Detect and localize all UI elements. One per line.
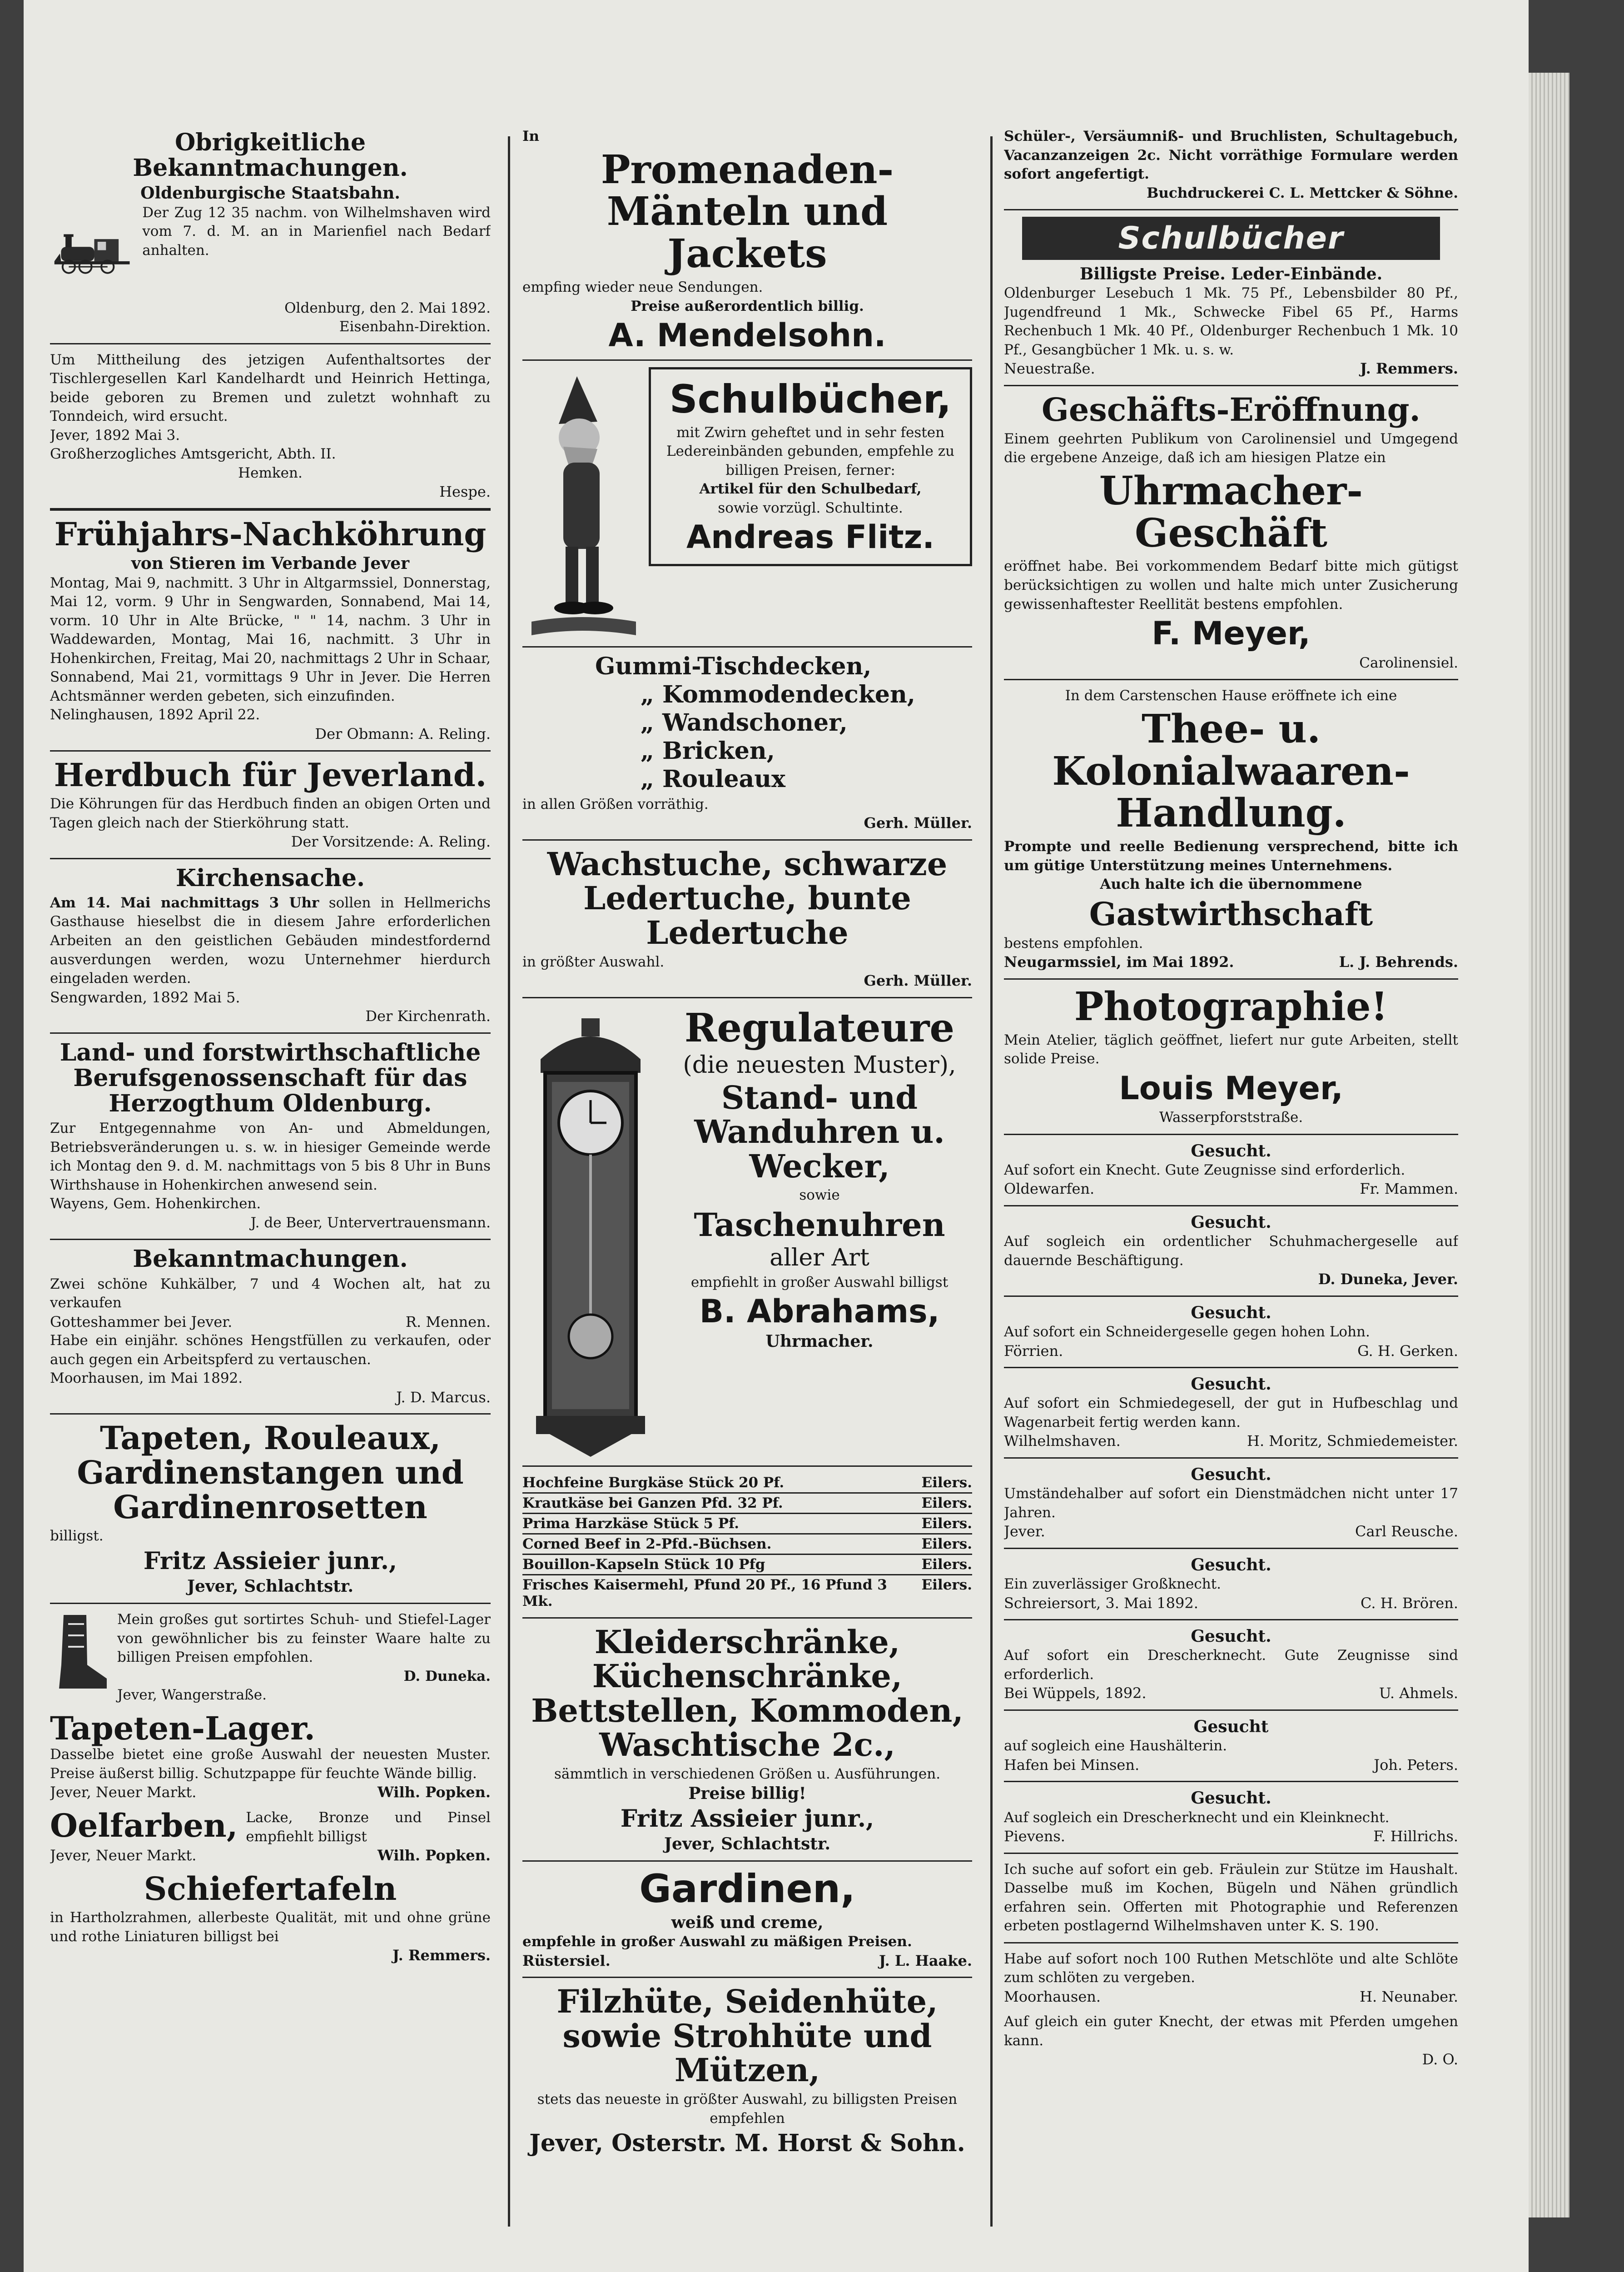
regulateure-sowie: sowie [799,1187,840,1204]
cheese-item: Hochfeine Burgkäse Stück 20 Pf. [522,1474,785,1491]
column-3 [1004,127,1458,2272]
oelfarben-title: Oelfarben, [50,1806,238,1844]
divider [50,1032,491,1034]
schulbuecher-text-2: sowie vorzügl. Schultinte. [718,499,903,516]
geschaeft-ad [1004,393,1458,673]
regulateure-role: Uhrmacher. [765,1331,874,1351]
kirchen-text-bold: Am 14. Mai nachmittags 3 Uhr [50,894,319,911]
oelfarben-footer [50,1846,491,1865]
notice-text: Um Mittheilung des jetzigen Aufenthaltsortes der Tischlergesellen Karl Kandelhardt und Heinrich Hettinga, beide geboren zu Bremen und zuletzt wohnhaft zu Tonndeich, wird ersucht. [50,351,491,425]
cheese-last-item: Frisches Kaisermehl, Pfund 20 Pf., 16 Pfund 3 Mk. [522,1576,887,1609]
railway-date: Oldenburg, den 2. Mai 1892. [284,299,491,316]
gesucht-footer [1004,1594,1458,1613]
divider [1004,1781,1458,1782]
gesucht-place: Schreiersort, 3. Mai 1892. [1004,1594,1198,1612]
gardinen-place: Rüstersiel. [522,1952,611,1969]
divider [522,1860,972,1862]
gesucht-text: Auf sofort ein Schneidergeselle gegen hohen Lohn. [1004,1324,1370,1340]
gesucht-text: Auf sogleich ein ordentlicher Schuhmachergeselle auf dauernde Beschäftigung. [1004,1233,1458,1269]
tapeten-title: Tapeten, Rouleaux, Gardinenstangen und Gardinenrosetten [77,1419,464,1526]
notice-sig-text: Hespe. [439,483,491,501]
wachstuche-footer [522,972,972,991]
schulbuecher2-place: Neuestraße. [1004,360,1095,378]
gesucht-place: Jever. [1004,1523,1045,1540]
tapetenlager-ad [50,1711,491,1802]
gesucht-signature: F. Hillrichs. [1373,1828,1458,1845]
gesucht-footer [1004,1827,1458,1846]
kirchen-text: sollen in Hellmerichs Gasthause hieselbst die in diesem Jahre erforderlichen Arbeiten an den geistlichen Gebäuden mindestfordernd ausverdungen werden, wozu Unternehmer hierdurch eingeladen werden. [50,894,491,987]
schueler-signature: Buchdruckerei C. L. Mettcker & Söhne. [1147,184,1458,201]
gesucht-ad [1004,1627,1458,1703]
divider [522,1617,972,1619]
geschaeft-signature: F. Meyer, [1152,615,1311,653]
filzhuete-title: Filzhüte, Seidenhüte, sowie Strohhüte und Mützen, [556,1983,938,2089]
cheese-row [522,1494,972,1514]
thee-title: Thee- u. Kolonialwaaren-Handlung. [1052,706,1410,837]
kleider-address: Jever, Schlachtstr. [664,1834,831,1853]
kleider-text: sämmtlich in verschiedenen Größen u. Ausführungen. [554,1766,941,1782]
gesucht-text: Ein zuverlässiger Großknecht. [1004,1576,1222,1593]
herdbuch-sig-text: Der Vorsitzende: A. Reling. [291,833,491,851]
bekannt-text-2: Habe ein einjähr. schönes Hengstfüllen zu verkaufen, oder auch gegen ein Arbeitspferd zu vertauschen. [50,1332,491,1368]
schiefer-text: in Hartholzrahmen, allerbeste Qualität, mit und ohne grüne und rothe Liniaturen billigst bei [50,1909,491,1945]
gesucht-title: Gesucht. [1191,1375,1271,1394]
gummi-text: in allen Größen vorräthig. [522,796,709,812]
gesucht-title: Gesucht [1193,1717,1269,1736]
thee-date: Neugarmssiel, im Mai 1892. [1004,953,1234,971]
herdbuch-text: Die Köhrungen für das Herdbuch finden an obigen Orten und Tagen gleich nach der Stierköhrung statt. [50,796,491,831]
schuh-ad [50,1610,491,1705]
knecht-footer [1004,2050,1458,2069]
tapeten-ad [50,1421,491,1596]
divider [50,750,491,752]
oelfarben-ad [50,1806,491,1865]
berufs-text: Zur Entgegennahme von An- und Abmeldungen, Betriebsveränderungen u. s. w. in hiesiger Gemeinde werde ich Montag den 9. d. M. nachmittags von 5 bis 8 Uhr in Buns Wirthshause in Hohenkirchen anwesend sein. [50,1120,491,1193]
divider [1004,1367,1458,1368]
column-rule-2 [990,136,993,2227]
schuh-signature: D. Duneka. [403,1668,491,1684]
wall-clock-illustration [522,1005,659,1459]
divider [1004,385,1458,386]
knecht-text: Auf gleich ein guter Knecht, der etwas mit Pferden umgehen kann. [1004,2013,1458,2049]
cheese-item: Bouillon-Kapseln Stück 10 Pfg [522,1556,765,1573]
notice-date: Jever, 1892 Mai 3. [50,427,180,443]
gesucht-place: Wilhelmshaven. [1004,1432,1121,1450]
thee-ad [1004,687,1458,972]
schuh-address: Jever, Wangerstraße. [117,1687,267,1704]
gesucht-title: Gesucht. [1191,1213,1271,1232]
bekannt-ad [50,1246,491,1407]
gesucht-signature: C. H. Brören. [1360,1594,1458,1612]
gummi-signature: Gerh. Müller. [864,814,972,832]
torf-text: Habe auf sofort noch 100 Ruthen Metschlöte und alte Schlöte zum schlöten zu vergeben. [1004,1950,1458,1986]
schulbuecher-text-bold: Artikel für den Schulbedarf, [699,481,922,498]
kleider-signature: Fritz Assieier junr., [620,1804,874,1833]
tapetenlager-title: Tapeten-Lager. [50,1709,315,1747]
tapetenlager-signature: Wilh. Popken. [377,1784,491,1801]
thee-pre: In dem Carstenschen Hause eröffnete ich eine [1065,688,1397,704]
schiefer-signature: J. Remmers. [392,1947,491,1964]
gardinen-text: empfehle in großer Auswahl zu mäßigen Preisen. [522,1933,912,1950]
gesucht-text: Auf sogleich ein Drescherknecht und ein Kleinknecht. [1004,1809,1390,1826]
gesucht-signature: Joh. Peters. [1374,1756,1458,1774]
regulateure-title-3: Taschenuhren [694,1206,945,1244]
gesucht-ad [1004,1717,1458,1774]
gesucht-footer [1004,1342,1458,1361]
divider [1004,1205,1458,1206]
gesucht-text: auf sogleich eine Haushälterin. [1004,1738,1227,1754]
notice-name: Hemken. [238,464,303,481]
gesucht-signature: U. Ahmels. [1379,1684,1458,1702]
geschaeft-title: Geschäfts-Eröffnung. [1042,391,1420,429]
thee-footer [1004,953,1458,972]
cheese-seller: Eilers. [921,1535,972,1552]
berufs-title: Land- und forstwirthschaftliche Berufsgenossenschaft für das Herzogthum Oldenburg. [60,1038,481,1118]
schulbuecher-title: Schulbücher, [669,376,952,422]
gesucht-text: Auf sofort ein Schmiedegesell, der gut in Hufbeschlag und Wagenarbeit fertig werden kann. [1004,1395,1458,1430]
gesucht-text: Auf sofort ein Knecht. Gute Zeugnisse sind erforderlich. [1004,1161,1405,1178]
cheese-row [522,1555,972,1575]
photo-title: Photographie! [1074,983,1388,1030]
geschaeft-text: Einem geehrten Publikum von Carolinensiel und Umgegend die ergebene Anzeige, daß ich am hiesigen Platze ein [1004,430,1458,466]
tapetenlager-text: Dasselbe bietet eine große Auswahl der neuesten Muster. Preise äußerst billig. Schutzpappe für feuchte Wände billig. [50,1746,491,1782]
schulbuecher2-footer [1004,359,1458,379]
cheese-seller: Eilers. [921,1474,972,1491]
gesucht-ad [1004,1303,1458,1360]
kirchen-title: Kirchensache. [175,864,365,892]
thee-text-3: bestens empfohlen. [1004,935,1143,952]
gummi-item-1: „ Kommodendecken, [641,680,915,708]
fruehjahr-date: Nelinghausen, 1892 April 22. [50,707,260,723]
photo-ad [1004,983,1458,1127]
cheese-row-last [522,1575,972,1611]
regulateure-signature: B. Abrahams, [699,1293,940,1330]
cheese-last-seller: Eilers. [921,1576,972,1593]
gesucht-title: Gesucht. [1191,1303,1271,1322]
official-notices [50,130,491,502]
fruehjahr-signature [50,725,491,744]
tapeten-text: billigst. [50,1528,104,1545]
fraeulein-ad [1004,1860,1458,1936]
gesucht-ad [1004,1375,1458,1451]
kirchen-date: Sengwarden, 1892 Mai 5. [50,988,240,1006]
gardinen-ad [522,1868,972,1970]
fruehjahr-title: Frühjahrs-Nachköhrung [54,515,487,553]
thee-title-2: Gastwirthschaft [1089,895,1373,933]
gardinen-signature: J. L. Haake. [879,1952,972,1969]
divider [50,858,491,859]
kleider-price: Preise billig! [688,1784,806,1803]
page-edges [1529,73,1569,2217]
gummi-item-4: „ Rouleaux [641,765,786,793]
schuh-text: Mein großes gut sortirtes Schuh- und Stiefel-Lager von gewöhnlicher bis zu feinster Waare halte zu billigen Preisen empfohlen. [117,1611,491,1666]
bekannt-title: Bekanntmachungen. [133,1245,408,1273]
gesucht-signature: D. Duneka, Jever. [1318,1271,1458,1288]
cheese-row [522,1473,972,1494]
divider [50,508,491,511]
berufs-signature: J. de Beer, Untervertrauensmann. [250,1214,491,1231]
thee-text-2: Auch halte ich die übernommene [1100,876,1362,893]
divider [522,1465,972,1467]
filzhuete-ad [522,1984,972,2156]
thee-text: Prompte und reelle Bedienung versprechend, bitte ich um gütige Unterstützung meines Unternehmens. [1004,838,1458,874]
kirchen-sig-text: Der Kirchenrath. [365,1007,491,1025]
gesucht-signature: G. H. Gerken. [1357,1342,1458,1360]
gardinen-sub: weiß und creme, [671,1913,824,1932]
gesucht-footer [1004,1522,1458,1541]
gesucht-title: Gesucht. [1191,1465,1271,1484]
schulbuecher-ad [522,367,972,640]
schulbuecher-box [649,367,972,566]
column-1 [50,127,491,2272]
schulbuecher2-text: Oldenburger Lesebuch 1 Mk. 75 Pf., Lebensbilder 80 Pf., Jugendfreund 1 Mk., Schwecke Fibel 65 Pf., Harms Rechenbuch 1 Mk. 40 Pf., Oldenburger Rechenbuch 1 Mk. 10 Pf., Gesangbücher 1 Mk. u. s. w. [1004,285,1458,358]
herdbuch-ad [50,758,491,852]
regulateure-ad [522,1005,972,1459]
divider [1004,679,1458,680]
gesucht-ad [1004,1141,1458,1199]
wachstuche-signature: Gerh. Müller. [864,972,972,990]
oelfarben-text: Lacke, Bronze und Pinsel empfiehlt billigst [246,1809,491,1845]
gesucht-text: Auf sofort ein Drescherknecht. Gute Zeugnisse sind erforderlich. [1004,1647,1458,1683]
torf-place: Moorhausen. [1004,1988,1101,2005]
divider [1004,1942,1458,1943]
notice-signature [50,483,491,502]
schiefer-title: Schiefertafeln [144,1869,397,1908]
kirchen-body [50,894,491,988]
schueler-text: Schüler-, Versäumniß- und Bruchlisten, Schultagebuch, Vacanzanzeigen 2c. Nicht vorräthige Formulare werden sofort angefertigt. [1004,128,1458,183]
kirchen-footer [50,988,491,1007]
locomotive-illustration [50,204,134,299]
gesucht-ad [1004,1213,1458,1289]
cheese-row [522,1535,972,1555]
gesucht-footer [1004,1684,1458,1703]
gesucht-signature: Fr. Mammen. [1360,1180,1458,1198]
herdbuch-signature [50,832,491,852]
knecht-ad [1004,2013,1458,2069]
cheese-seller: Eilers. [921,1515,972,1532]
cheese-seller: Eilers. [921,1556,972,1573]
gesucht-ad [1004,1555,1458,1613]
schulbuecher2-signature: J. Remmers. [1360,360,1458,378]
divider [1004,1619,1458,1620]
gnome-illustration [522,367,641,640]
gesucht-place: Bei Wüppels, 1892. [1004,1684,1147,1702]
gesucht-place: Förrien. [1004,1342,1063,1360]
gesucht-footer [1004,1270,1458,1289]
tapetenlager-address: Jever, Neuer Markt. [50,1784,197,1801]
gesucht-footer [1004,1432,1458,1451]
schulbuecher-text: mit Zwirn geheftet und in sehr festen Ledereinbänden gebunden, empfehle zu billigen Preisen, ferner: [666,424,955,478]
regulateure-aller: aller Art [770,1244,869,1271]
regulateure-title: Regulateure [684,1005,955,1051]
cheese-seller: Eilers. [921,1495,972,1511]
gardinen-title: Gardinen, [639,1866,855,1912]
cheese-ad [522,1473,972,1611]
gesucht-place: Pievens. [1004,1828,1065,1845]
promenade-signature: A. Mendelsohn. [608,317,886,354]
gesucht-ad [1004,1465,1458,1541]
cheese-item: Corned Beef in 2-Pfd.-Büchsen. [522,1535,772,1552]
bekannt-date-2: Moorhausen, im Mai 1892. [50,1370,243,1387]
regulateure-text: empfiehlt in großer Auswahl billigst [690,1274,949,1290]
berufs-place: Wayens, Gem. Hohenkirchen. [50,1196,261,1212]
berufs-ad [50,1040,491,1233]
gummi-footer [522,814,972,833]
bekannt-footer-2 [50,1388,491,1407]
gesucht-place: Oldewarfen. [1004,1180,1095,1198]
schiefer-ad [50,1869,491,1965]
kirchen-signature [50,1007,491,1026]
cheese-item: Krautkäse bei Ganzen Pfd. 32 Pf. [522,1495,783,1511]
schueler-ad [1004,127,1458,203]
gummi-item-0: Gummi-Tischdecken, [595,652,872,680]
divider [50,1603,491,1604]
gesucht-title: Gesucht. [1191,1789,1271,1808]
tapeten-address: Jever, Schlachtstr. [187,1576,354,1596]
gesucht-title: Gesucht. [1191,1141,1271,1161]
herdbuch-title: Herdbuch für Jeverland. [54,756,487,794]
wachstuche-text: in größter Auswahl. [522,953,665,970]
promenade-price: Preise außerordentlich billig. [631,298,864,314]
wachstuche-ad [522,847,972,991]
kleider-title: Kleiderschränke, Küchenschränke, Bettstellen, Kommoden, Waschtische 2c., [531,1623,963,1764]
schulbuecher2-title: Billigste Preise. Leder-Einbände. [1079,264,1383,284]
divider [1004,209,1458,210]
divider [522,839,972,841]
railway-title: Oldenburgische Staatsbahn. [140,184,400,203]
filzhuete-text: stets das neueste in größter Auswahl, zu billigsten Preisen empfehlen [537,2091,958,2127]
promenade-ad [522,127,972,353]
oelfarben-signature: Wilh. Popken. [377,1847,491,1864]
schiefer-footer [50,1946,491,1965]
schulbuecher2-ad [1004,217,1458,379]
divider [522,997,972,998]
gummi-item-3: „ Bricken, [641,737,775,765]
official-notices-title: Obrigkeitliche Bekanntmachungen. [133,129,408,182]
schulbuecher-signature: Andreas Flitz. [686,518,934,556]
geschaeft-text-2: eröffnet habe. Bei vorkommendem Bedarf bitte mich gütigst berücksichtigen zu wollen und halte mich unter Zusicherung gewissenhaftester Reellität bestens empfohlen. [1004,558,1458,613]
wachstuche-title: Wachstuche, schwarze Ledertuche, bunte Ledertuche [547,845,948,952]
photo-address: Wasserpforststraße. [1159,1109,1303,1126]
geschaeft-place: Carolinensiel. [1359,654,1458,671]
photo-signature: Louis Meyer, [1119,1069,1343,1107]
gesucht-place: Hafen bei Minsen. [1004,1756,1140,1774]
gardinen-footer [522,1952,972,1971]
bekannt-sig-1: R. Mennen. [405,1313,491,1330]
divider [1004,1853,1458,1854]
gesucht-title: Gesucht. [1191,1555,1271,1574]
gummi-item-2: „ Wandschoner, [641,709,848,737]
divider [1004,1295,1458,1297]
oelfarben-head [50,1806,491,1846]
fraeulein-text: Ich suche auf sofort ein geb. Fräulein zur Stütze im Haushalt. Dasselbe muß im Kochen, Bügeln und Nähen gründlich erfahren sein. Offerten mit Photographie und Referenzen erbeten postlagernd Wilhelmshaven unter K. S. 190. [1004,1861,1458,1934]
oelfarben-address: Jever, Neuer Markt. [50,1847,197,1864]
gesucht-text: Umständehalber auf sofort ein Dienstmädchen nicht unter 17 Jahren. [1004,1485,1458,1521]
regulateure-title-2: Stand- und Wanduhren u. Wecker, [694,1078,945,1185]
notice-court: Großherzogliches Amtsgericht, Abth. II. [50,446,336,463]
bekannt-footer-1 [50,1313,491,1332]
gesucht-title: Gesucht. [1191,1627,1271,1646]
kirchen-ad [50,866,491,1026]
divider [1004,1134,1458,1135]
regulateure-content [667,1005,972,1351]
schuh-content [117,1610,491,1705]
geschaeft-title-2: Uhrmacher-Geschäft [1099,468,1363,556]
gesucht-footer [1004,1756,1458,1775]
boot-illustration [50,1610,109,1692]
tapetenlager-head [50,1711,491,1746]
bekannt-place-1: Gotteshammer bei Jever. [50,1313,233,1330]
divider [522,359,972,361]
tapetenlager-footer [50,1783,491,1802]
thee-signature: L. J. Behrends. [1339,953,1458,971]
torf-footer [1004,1988,1458,2007]
photo-text: Mein Atelier, täglich geöffnet, liefert nur gute Arbeiten, stellt solide Preise. [1004,1031,1458,1067]
divider [522,1977,972,1978]
railway-signature: Eisenbahn-Direktion. [339,319,491,335]
gesucht-ad [1004,1789,1458,1846]
promenade-pre: In [522,128,540,144]
divider [1004,1457,1458,1459]
filzhuete-signature: Jever, Osterstr. M. Horst & Sohn. [529,2129,965,2157]
cheese-item: Prima Harzkäse Stück 5 Pf. [522,1515,740,1532]
cheese-row [522,1514,972,1535]
divider [1004,1709,1458,1711]
promenade-text: empfing wieder neue Sendungen. [522,279,763,296]
divider [50,343,491,344]
divider [1004,978,1458,980]
divider [1004,1548,1458,1549]
tapeten-name: Fritz Assieier junr., [143,1547,397,1575]
fruehjahr-subtitle: von Stieren im Verbande Jever [131,554,410,573]
divider [50,1239,491,1240]
torf-signature: H. Neunaber. [1360,1988,1458,2005]
gesucht-signature: H. Moritz, Schmiedemeister. [1247,1432,1458,1450]
column-rule-1 [508,136,510,2227]
bekannt-text-1: Zwei schöne Kuhkälber, 7 und 4 Wochen alt, hat zu verkaufen [50,1276,491,1311]
fruehjahr-ad [50,517,491,744]
railway-text: Der Zug 12 35 nachm. von Wilhelmshaven wird vom 7. d. M. an in Marienfiel nach Bedarf anhalten. [142,204,491,259]
fruehjahr-text: Montag, Mai 9, nachmitt. 3 Uhr in Altgarmssiel, Donnerstag, Mai 12, vorm. 9 Uhr in Sengwarden, Sonnabend, Mai 14, vorm. 10 Uhr in Alte Brücke, " " 14, nachm. 3 Uhr in Waddewarden, Montag, Mai 16, nachmitt. 3 Uhr in Hohenkirchen, Freitag, Mai 20, nachmittags 2 Uhr in Schaar, Sonnabend, Mai 21, vormittags 9 Uhr in Jever. Die Herren Achtsmänner werden gebeten, sich einzufinden. [50,574,491,704]
schulbuecher-logo: Schulbücher [1022,217,1440,260]
bekannt-sig-2: J. D. Marcus. [396,1388,491,1406]
promenade-title: Promenaden-Mänteln und Jackets [601,146,894,277]
divider [522,646,972,648]
gummi-ad [522,654,972,833]
kleider-ad [522,1625,972,1854]
regulateure-sub: (die neuesten Muster), [683,1051,956,1079]
railway-notice [50,204,491,299]
column-2 [522,127,972,2272]
divider [50,1413,491,1415]
gesucht-signature: Carl Reusche. [1355,1523,1458,1540]
knecht-signature: D. O. [1422,2051,1458,2068]
gesucht-footer [1004,1180,1458,1199]
torf-ad [1004,1950,1458,2007]
fruehjahr-sig-text: Der Obmann: A. Reling. [315,725,491,742]
